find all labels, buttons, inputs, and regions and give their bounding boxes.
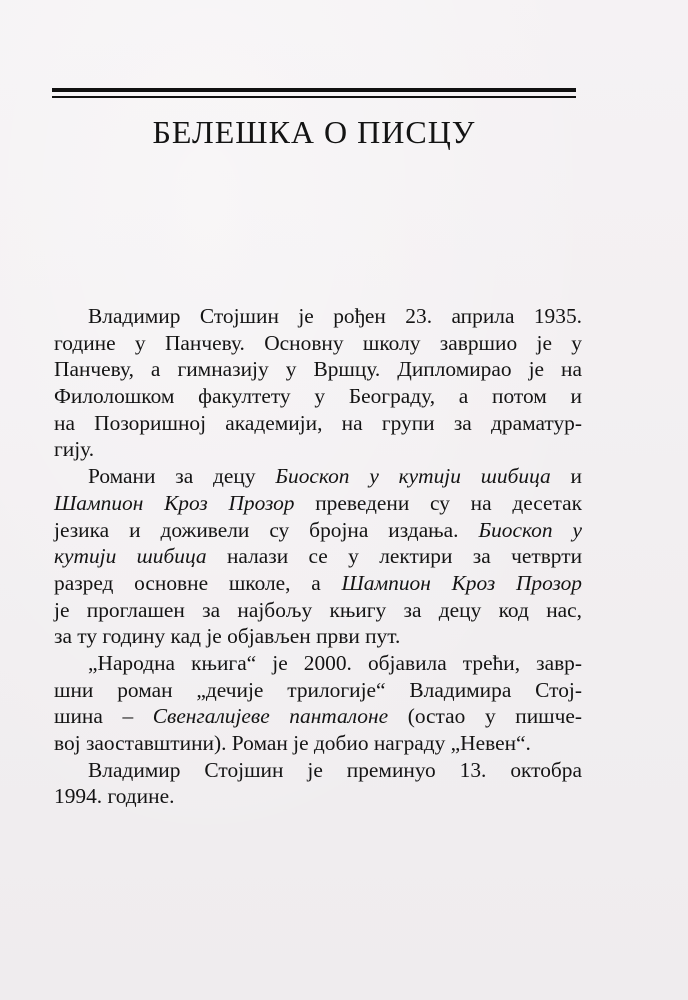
p3-line-1: „Народна књига“ је 2000. објавила трећи, завр- — [88, 650, 582, 675]
p3-line-3: шина – Свенгалијеве панталоне (остао у пишче- — [54, 704, 582, 729]
p2-line-4: кутији шибица налази се у лектири за четврти — [54, 544, 583, 569]
p1-line-6: гију. — [54, 437, 95, 462]
p1-line-2: године у Панчеву. Основну школу завршио је у — [54, 330, 582, 355]
page-title: БЕЛЕШКА О ПИСЦУ — [152, 114, 476, 150]
header-rule-thick — [52, 88, 576, 92]
p4-line-1: Владимир Стојшин је преминуо 13. октобра — [88, 757, 582, 782]
p2-line-1: Романи за децу Биоскоп у кутији шибица и — [88, 464, 583, 489]
p4-line-2: 1994. године. — [54, 784, 175, 809]
p1-line-4: Филолошком факултету у Београду, а потом и — [54, 384, 582, 409]
p1-line-5: на Позоришној академији, на групи за драматур- — [54, 410, 582, 435]
p2-line-5: разред основне школе, а Шампион Кроз Прозор — [54, 570, 582, 595]
p2-line-6: је проглашен за најбољу књигу за децу код нас, — [54, 597, 582, 622]
p3-line-2: шни роман „дечије трилогије“ Владимира Стој- — [54, 677, 582, 702]
body-text — [54, 303, 582, 810]
header-rule-thin — [52, 96, 576, 98]
p1-line-1: Владимир Стојшин је рођен 23. априла 1935. — [88, 304, 582, 328]
p3-line-4: вој заоставштини). Роман је добио награду „Невен“. — [54, 731, 531, 755]
p1-line-3: Панчеву, а гимназију у Вршцу. Дипломирао је на — [54, 357, 582, 382]
p2-line-2: Шампион Кроз Прозор преведени су на десетак — [54, 490, 582, 515]
p2-line-3: језика и доживели су бројна издања. Биоскоп у — [54, 517, 582, 542]
p2-line-7: за ту годину кад је објављен први пут. — [54, 624, 401, 649]
